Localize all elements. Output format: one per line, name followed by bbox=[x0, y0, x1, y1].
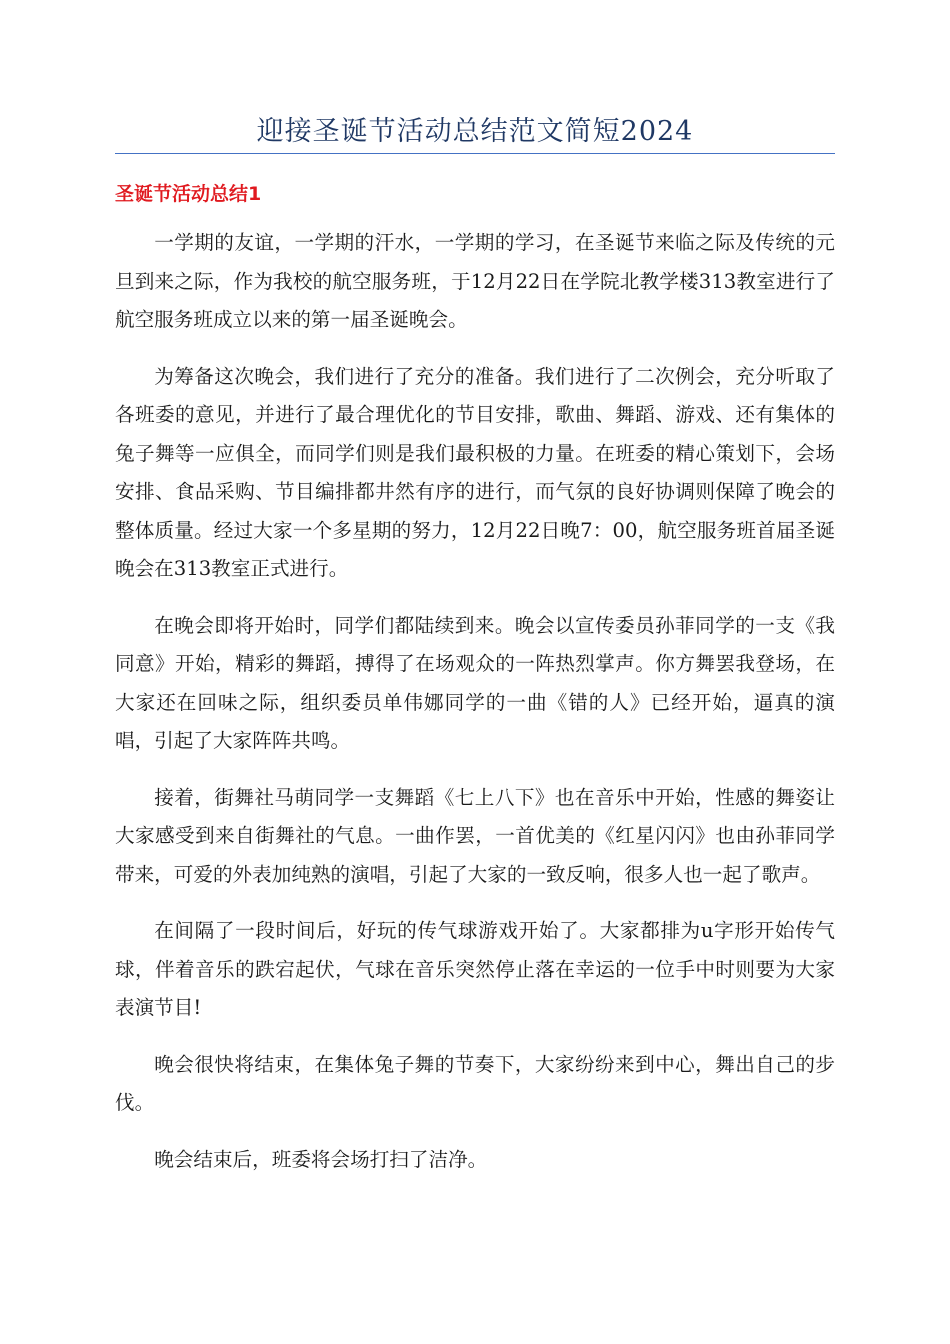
title-underline bbox=[115, 153, 835, 154]
paragraph-4: 接着，街舞社马萌同学一支舞蹈《七上八下》也在音乐中开始，性感的舞姿让大家感受到来自街舞社的气息。一曲作罢，一首优美的《红星闪闪》也由孙菲同学带来，可爱的外表加纯熟的演唱，引起了大家的一致反响，很多人也一起了歌声。 bbox=[115, 785, 835, 886]
section-heading: 圣诞节活动总结1 bbox=[115, 183, 262, 205]
paragraph-5: 在间隔了一段时间后，好玩的传气球游戏开始了。大家都排为u字形开始传气球，伴着音乐的跌宕起伏，气球在音乐突然停止落在幸运的一位手中时则要为大家表演节目! bbox=[115, 919, 835, 1019]
document-title: 迎接圣诞节活动总结范文简短2024 bbox=[256, 116, 694, 147]
paragraph-1: 一学期的友谊，一学期的汗水，一学期的学习，在圣诞节来临之际及传统的元旦到来之际，作为我校的航空服务班，于12月22日在学院北教学楼313教室进行了航空服务班成立以来的第一届圣诞晚会。 bbox=[115, 231, 835, 331]
paragraph-2: 为筹备这次晚会，我们进行了充分的准备。我们进行了二次例会，充分听取了各班委的意见，并进行了最合理优化的节目安排，歌曲、舞蹈、游戏、还有集体的兔子舞等一应俱全，而同学们则是我们最积极的力量。在班委的精心策划下，会场安排、食品采购、节目编排都井然有序的进行，而气氛的良好协调则保障了晚会的整体质量。经过大家一个多星期的努力，12月22日晚7：00，航空服务班首届圣诞晚会在313教室正式进行。 bbox=[115, 364, 835, 580]
document-body bbox=[115, 224, 835, 1197]
paragraph-3: 在晚会即将开始时，同学们都陆续到来。晚会以宣传委员孙菲同学的一支《我同意》开始，精彩的舞蹈，搏得了在场观众的一阵热烈掌声。你方舞罢我登场，在大家还在回味之际，组织委员单伟娜同学的一曲《错的人》已经开始，逼真的演唱，引起了大家阵阵共鸣。 bbox=[115, 613, 835, 752]
paragraph-6: 晚会很快将结束，在集体兔子舞的节奏下，大家纷纷来到中心，舞出自己的步伐。 bbox=[115, 1052, 835, 1114]
paragraph-7: 晚会结束后，班委将会场打扫了洁净。 bbox=[154, 1147, 488, 1171]
